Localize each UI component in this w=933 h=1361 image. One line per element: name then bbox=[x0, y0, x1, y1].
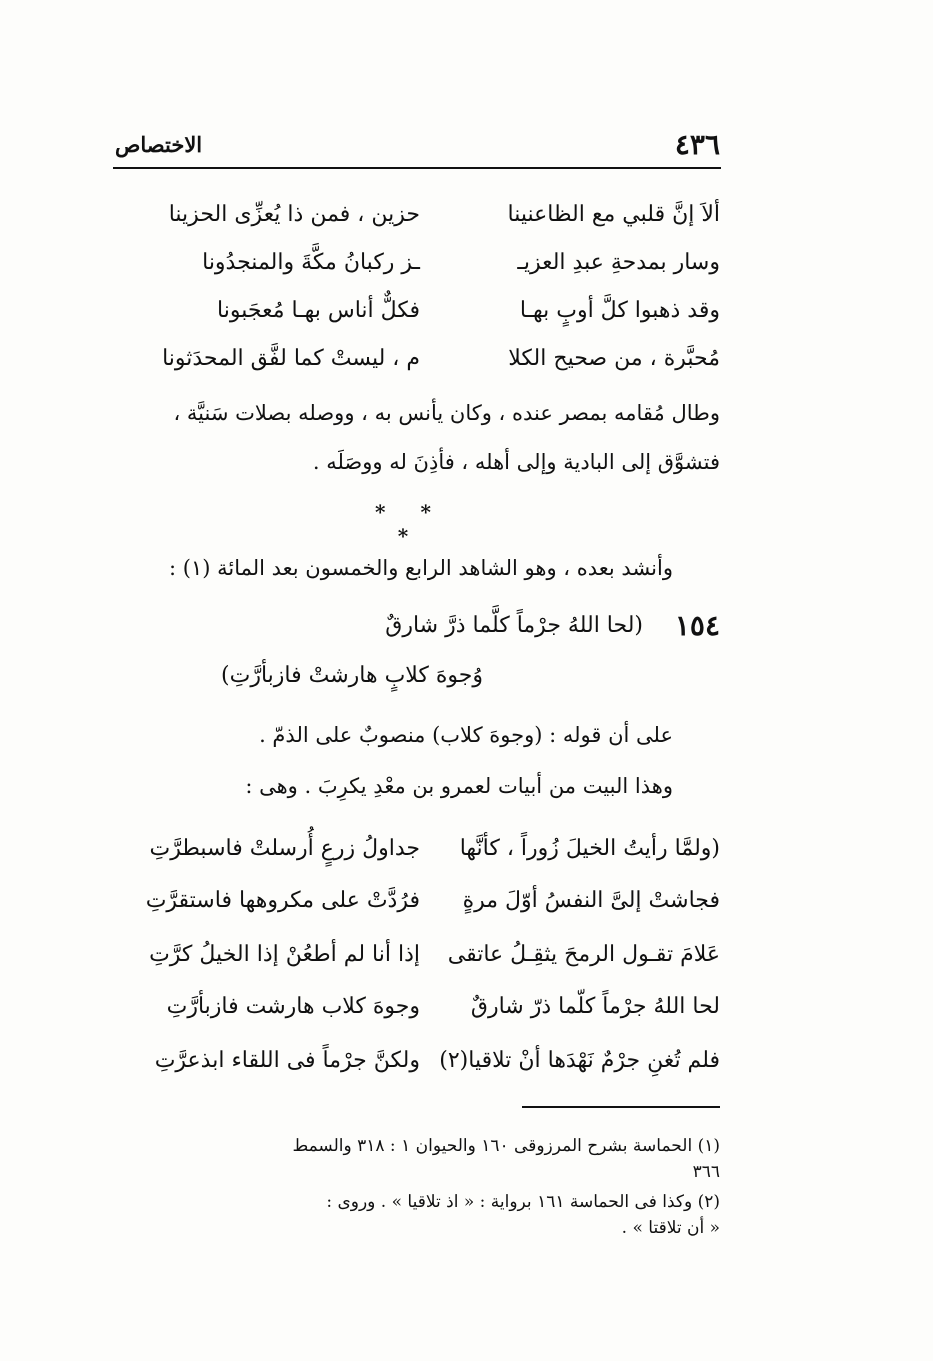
verse-first-hemistich: لحا اللهُ جرْماً كلّما ذرّ شارقٌ bbox=[470, 994, 720, 1019]
paragraph-line: فتشوَّق إلى البادية وإلى أهله ، فأذِنَ له ووصَلَه . bbox=[312, 450, 720, 474]
footnote-rule bbox=[522, 1106, 720, 1108]
page-number: ٤٣٦ bbox=[674, 128, 720, 161]
verse-first-hemistich: ألاَ إنَّ قلبي مع الظاعنينا bbox=[507, 202, 720, 227]
page-header bbox=[115, 128, 720, 168]
poem1-verse bbox=[120, 288, 720, 334]
commentary-line: على أن قوله : (وجوهَ كلاب) منصوبٌ على الذمّ . bbox=[259, 723, 673, 747]
poem1-verse bbox=[120, 192, 720, 238]
header-rule bbox=[113, 167, 721, 169]
footnote-2-continuation: « أن تلاقتا » . bbox=[621, 1218, 720, 1238]
verse-second-hemistich: حزين ، فمن ذا يُعزِّى الحزينا bbox=[168, 202, 420, 227]
footnote-1: (١) الحماسة بشرح المرزوقى ١٦٠ والحيوان ١ : ٣١٨ والسمط bbox=[292, 1136, 720, 1156]
verse-second-hemistich: م ، ليستْ كما لفَّق المحدَثونا bbox=[162, 346, 420, 371]
verse-first-hemistich: عَلامَ تقـول الرمحَ يثقِـلُ عاتقى bbox=[447, 942, 720, 967]
poem2-verse bbox=[120, 1038, 720, 1084]
verse-second-hemistich: فكلٌّ أناس بهـا مُعجَبونا bbox=[217, 298, 420, 323]
poem1-verse bbox=[120, 336, 720, 382]
paragraph-line: وطال مُقامه بمصر عنده ، وكان يأنس به ، ووصله بصلات سَنيَّة ، bbox=[173, 401, 720, 425]
witness-second-hemistich: وُجوهَ كلابٍ هارشتْ فازبأرَّتِ) bbox=[221, 663, 483, 688]
witness-number: ١٥٤ bbox=[674, 609, 720, 642]
verse-second-hemistich: ـز ركبانُ مكَّةَ والمنجدُونا bbox=[202, 250, 420, 275]
verse-first-hemistich: فلم تُغنِ جرْمٌ نَهْدَها أنْ تلاقيا(٢) bbox=[439, 1048, 720, 1073]
running-title: الاختصاص bbox=[115, 132, 203, 157]
verse-first-hemistich: وقد ذهبوا كلَّ أوبٍ بهـا bbox=[519, 298, 720, 323]
verse-first-hemistich: مُحبَّرة ، من صحيح الكلا bbox=[508, 346, 720, 371]
poem2-verse bbox=[120, 932, 720, 978]
poem1-verse bbox=[120, 240, 720, 286]
verse-first-hemistich: وسار بمدحةِ عبدِ العزيـ bbox=[517, 250, 720, 275]
verse-second-hemistich: ولكنَّ جرْماً فى اللقاء ابذعرَّتِ bbox=[154, 1048, 420, 1073]
verse-first-hemistich: (ولمَّا رأيتُ الخيلَ زُوراً ، كأنَّها bbox=[459, 836, 720, 861]
footnote-1-continuation: ٣٦٦ bbox=[692, 1162, 720, 1182]
witness-first-hemistich: (لحا اللهُ جرْماً كلَّما ذرَّ شارقٌ bbox=[385, 613, 643, 638]
verse-second-hemistich: وجوهَ كلاب هارشت فازبأرَّتِ bbox=[166, 994, 420, 1019]
commentary-line: وهذا البيت من أبيات لعمرو بن معْدِ يكرِبَ . وهى : bbox=[245, 774, 673, 798]
poem2-verse bbox=[120, 984, 720, 1030]
footnote-2: (٢) وكذا فى الحماسة ١٦١ برواية : « اذ تلاقيا » . وروى : bbox=[326, 1192, 720, 1212]
verse-first-hemistich: فجاشتْ إلىَّ النفسُ أوّلَ مرةٍ bbox=[462, 888, 720, 913]
verse-second-hemistich: جداولُ زرعٍ أُرسلتْ فاسبطرَّتِ bbox=[149, 836, 420, 861]
poem2-verse bbox=[120, 826, 720, 872]
verse-second-hemistich: إذا أنا لم أطعُنْ إذا الخيلُ كرَّتِ bbox=[149, 942, 420, 967]
poem2-verse bbox=[120, 878, 720, 924]
intro-line: وأنشد بعده ، وهو الشاهد الرابع والخمسون بعد المائة (١) : bbox=[168, 556, 673, 580]
section-separator: * * * bbox=[375, 500, 445, 548]
verse-second-hemistich: فرُدَّتْ على مكروهها فاستقرَّتِ bbox=[145, 888, 420, 913]
